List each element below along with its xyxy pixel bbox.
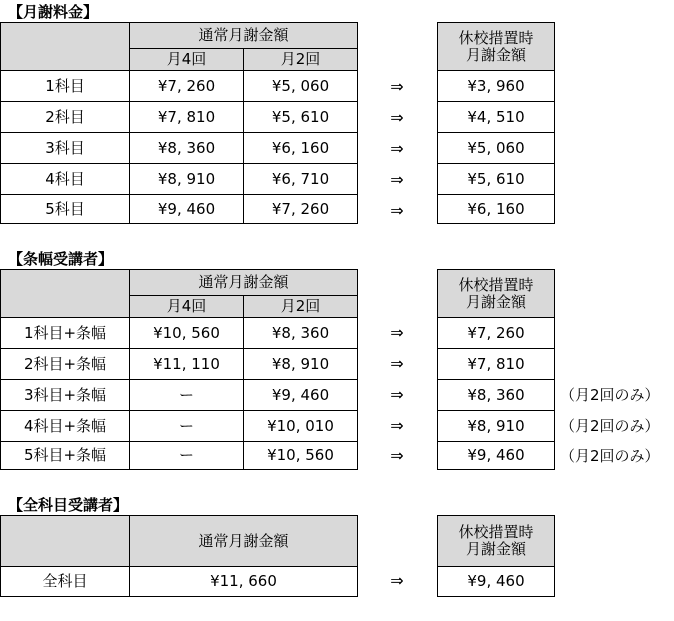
arrow-icon: ⇒ (390, 139, 404, 158)
fees-row-m4: ¥8, 360 (129, 132, 243, 163)
all-header-blank (1, 516, 129, 566)
fees-row-m2: ¥6, 710 (243, 163, 357, 194)
fees-header-main: 通常月謝金額 (129, 23, 357, 48)
fees-row-m2: ¥5, 610 (243, 101, 357, 132)
arrow-icon: ⇒ (390, 108, 404, 127)
scroll-row-label: 3科目+条幅 (1, 379, 129, 410)
fees-row-m2: ¥6, 160 (243, 132, 357, 163)
scroll-header-blank (1, 270, 129, 317)
scroll-row-label: 1科目+条幅 (1, 317, 129, 348)
all-closed-header (438, 516, 554, 566)
fees-row-m2: ¥7, 260 (243, 194, 357, 223)
fees-header-blank (1, 23, 129, 70)
scroll-row-label: 5科目+条幅 (1, 441, 129, 469)
header-line: 休校措置時 (458, 523, 534, 541)
fees-row-m2: ¥5, 060 (243, 70, 357, 101)
fees-closed-value: ¥5, 060 (438, 132, 554, 163)
fees-table (0, 22, 358, 224)
all-row-amount: ¥11, 660 (129, 566, 357, 596)
fees-closed-value: ¥5, 610 (438, 163, 554, 194)
header-line: 月謝金額 (465, 540, 526, 558)
section-title-scroll: 【条幅受講者】 (8, 250, 114, 268)
scroll-row-m4: ¥11, 110 (129, 348, 243, 379)
scroll-row-label: 2科目+条幅 (1, 348, 129, 379)
all-closed-table (437, 515, 555, 597)
scroll-closed-value: ¥8, 360 (438, 379, 554, 410)
scroll-row-m2: ¥10, 010 (243, 410, 357, 441)
all-closed-value: ¥9, 460 (438, 566, 554, 596)
arrow-icon: ⇒ (390, 385, 404, 404)
fees-row-m4: ¥7, 810 (129, 101, 243, 132)
scroll-header-main: 通常月謝金額 (129, 270, 357, 295)
scroll-row-m2: ¥9, 460 (243, 379, 357, 410)
scroll-header-m4: 月4回 (129, 295, 243, 317)
fees-row-m4: ¥9, 460 (129, 194, 243, 223)
header-line: 月謝金額 (465, 292, 526, 311)
scroll-table (0, 269, 358, 470)
scroll-row-m2: ¥8, 360 (243, 317, 357, 348)
fees-closed-value: ¥6, 160 (438, 194, 554, 223)
scroll-closed-value: ¥8, 910 (438, 410, 554, 441)
section-title-all: 【全科目受講者】 (8, 496, 129, 514)
scroll-row-m2: ¥10, 560 (243, 441, 357, 469)
arrow-icon: ⇒ (390, 201, 404, 220)
scroll-header-m2: 月2回 (243, 295, 357, 317)
scroll-closed-value: ¥7, 810 (438, 348, 554, 379)
header-line: 月謝金額 (465, 45, 526, 64)
arrow-icon: ⇒ (390, 416, 404, 435)
twice-only-note: （月2回のみ） (560, 417, 660, 435)
arrow-icon: ⇒ (390, 446, 404, 465)
scroll-row-m4: ー (129, 379, 243, 410)
twice-only-note: （月2回のみ） (560, 447, 660, 465)
scroll-closed-value: ¥9, 460 (438, 441, 554, 469)
fees-row-m4: ¥7, 260 (129, 70, 243, 101)
fees-row-label: 5科目 (1, 194, 129, 223)
fees-row-label: 2科目 (1, 101, 129, 132)
arrow-icon: ⇒ (390, 170, 404, 189)
fees-header-m2: 月2回 (243, 48, 357, 70)
scroll-row-m4: ー (129, 410, 243, 441)
scroll-row-m4: ー (129, 441, 243, 469)
fees-closed-header (438, 23, 554, 70)
all-table (0, 515, 358, 597)
header-line: 休校措置時 (458, 28, 534, 47)
section-title-fees: 【月謝料金】 (8, 3, 99, 21)
scroll-row-label: 4科目+条幅 (1, 410, 129, 441)
arrow-icon: ⇒ (390, 77, 404, 96)
fees-header-m4: 月4回 (129, 48, 243, 70)
scroll-closed-header (438, 270, 554, 317)
arrow-icon: ⇒ (390, 323, 404, 342)
fees-row-label: 3科目 (1, 132, 129, 163)
header-line: 休校措置時 (458, 275, 534, 294)
arrow-icon: ⇒ (390, 354, 404, 373)
scroll-closed-table (437, 269, 555, 470)
fees-row-m4: ¥8, 910 (129, 163, 243, 194)
all-row-label: 全科目 (1, 566, 129, 596)
scroll-row-m2: ¥8, 910 (243, 348, 357, 379)
fees-row-label: 1科目 (1, 70, 129, 101)
arrow-icon: ⇒ (390, 571, 404, 590)
fees-row-label: 4科目 (1, 163, 129, 194)
fees-closed-value: ¥4, 510 (438, 101, 554, 132)
scroll-row-m4: ¥10, 560 (129, 317, 243, 348)
scroll-closed-value: ¥7, 260 (438, 317, 554, 348)
twice-only-note: （月2回のみ） (560, 386, 660, 404)
fees-closed-table (437, 22, 555, 224)
fees-closed-value: ¥3, 960 (438, 70, 554, 101)
all-header-main: 通常月謝金額 (129, 516, 357, 566)
